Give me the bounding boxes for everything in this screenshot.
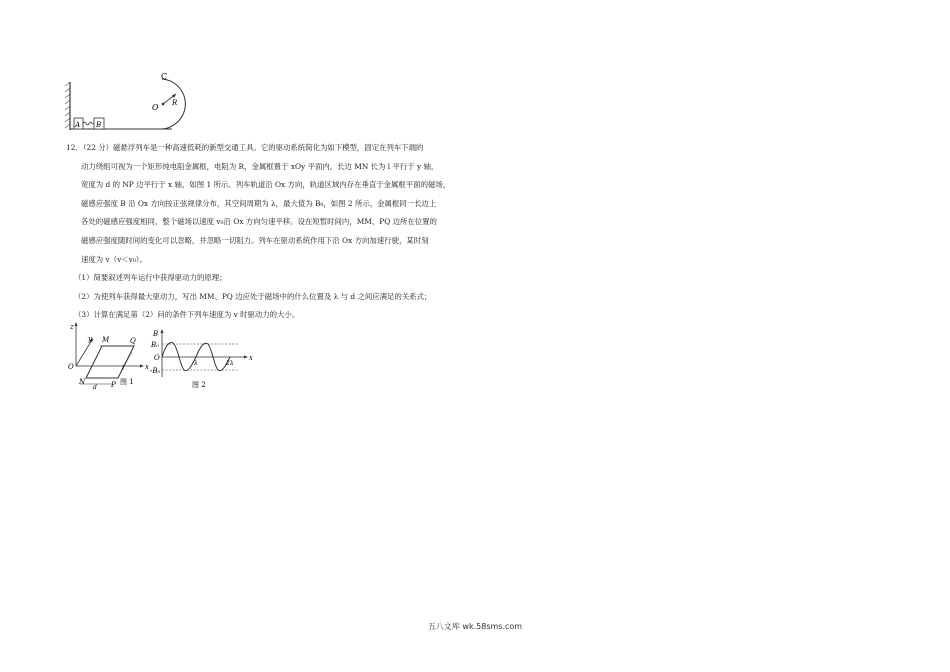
axis-x-label: x — [145, 363, 149, 371]
label-a: A — [75, 121, 81, 129]
label-l: l — [122, 365, 124, 372]
figure-2-sine — [150, 327, 255, 391]
question-1: （1）简要叙述列车运行中获得驱动力的原理； — [74, 273, 227, 283]
label-o: O — [152, 103, 159, 112]
label-q: Q — [130, 337, 136, 345]
problem-line: 宽度为 d 的 NP 边平行于 x 轴，如图 1 所示。列车轨道沿 Ox 方向，轨道区域内存在垂直于金属框平面的磁场， — [81, 180, 451, 190]
axis-y-label: y — [88, 335, 92, 343]
question-3: （3）计算在满足第（2）问的条件下列车速度为 v 时驱动力的大小。 — [74, 310, 300, 320]
problem-first-line — [66, 139, 476, 158]
label-p: P — [111, 381, 116, 389]
axis-x-label: x — [249, 354, 253, 362]
two-lambda-label: 2λ — [226, 360, 234, 367]
b-max-label: B₀ — [151, 341, 159, 349]
label-r: R — [172, 99, 178, 107]
question-2: （2）为使列车获得最大驱动力，写出 MM、PQ 边应处于磁场中的什么位置及 λ 与 d 之间应满足的关系式； — [74, 291, 432, 301]
lambda-label: λ — [194, 360, 198, 367]
origin-label: O — [68, 363, 74, 371]
label-b: B — [96, 121, 102, 129]
figure-2-caption: 图 2 — [192, 381, 206, 389]
figure-1-frame — [66, 320, 152, 394]
label-m: M — [102, 336, 110, 344]
problem-line: 各处的磁感应强度相同，整个磁场以速度 v₀沿 Ox 方向匀速平移。设在短暂时间内，MM、PQ 边所在位置的 — [81, 217, 437, 227]
footer-watermark: 五八文库 wk.58sms.com — [427, 622, 523, 631]
label-n: N — [79, 378, 86, 386]
axis-b-label: B — [153, 330, 159, 338]
label-d: d — [93, 384, 97, 391]
label-c: C — [161, 72, 168, 81]
b-min-label: -B₀ — [150, 367, 161, 375]
problem-line: 磁感应强度随时间的变化可以忽略，并忽略一切阻力。列车在驱动系统作用下沿 Ox 方向加速行驶，某时刻 — [81, 235, 429, 245]
origin-label: O — [154, 354, 160, 362]
problem-line: 速度为 v（v＜v₀）。 — [81, 254, 147, 264]
axis-z-label: z — [70, 323, 74, 331]
problem-line: 动力绕组可视为一个矩形纯电阻金属框，电阻为 R，金属框置于 xOy 平面内，长边 MN 长为 l 平行于 y 轴， — [81, 161, 439, 171]
problem-line: 磁悬浮列车是一种高速低耗的新型交通工具。它的驱动系统简化为如下模型，固定在列车下端的 — [113, 143, 424, 152]
figure-1-caption: 图 1 — [120, 378, 134, 386]
spring-track-figure — [62, 70, 232, 132]
problem-12 — [66, 139, 476, 325]
problem-points: （22 分） — [82, 143, 114, 152]
problem-number: 12． — [66, 143, 83, 152]
problem-line: 磁感应强度 B 沿 Ox 方向按正弦规律分布，其空间周期为 λ，最大值为 B₀，如图 2 所示，金属框同一长边上 — [81, 198, 437, 208]
